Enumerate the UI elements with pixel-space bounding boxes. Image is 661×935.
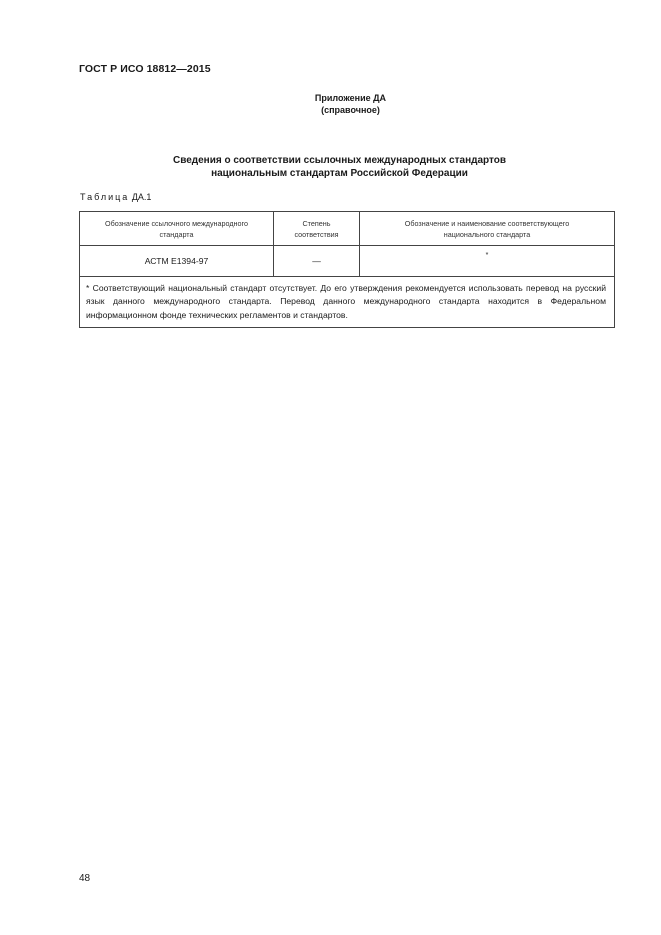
annex-title: Приложение ДА — [314, 93, 387, 103]
cell-national-standard: * — [360, 246, 615, 277]
document-id: ГОСТ Р ИСО 18812—2015 — [79, 63, 211, 75]
header-degree-of-correspondence: Степень соответствия — [274, 212, 360, 246]
table-footnote: * Соответствующий национальный стандарт отсутствует. До его утверждения рекомендуется использовать перевод на русский язык данного международного стандарта. Перевод данного международного стандарта находится в Федеральном информационном фонде технических регламентов и стандартов. — [80, 277, 615, 328]
table-caption-word: Таблица — [80, 192, 130, 202]
table-header-row — [80, 212, 615, 246]
annex-type: (справочное) — [321, 105, 380, 115]
table-footnote-row — [80, 277, 615, 328]
section-title-line-2: национальным стандартам Российской Федерации — [211, 168, 468, 179]
cell-reference-standard: АСТМ Е1394-97 — [80, 246, 274, 277]
cell-degree: — — [274, 246, 360, 277]
header-national-standard: Обозначение и наименование соответствующего национального стандарта — [360, 212, 615, 246]
page-number: 48 — [79, 873, 91, 884]
table-caption-number: ДА.1 — [131, 192, 152, 202]
table-row — [80, 246, 615, 277]
standards-correspondence-table — [79, 211, 615, 328]
section-title-line-1: Сведения о соответствии ссылочных международных стандартов — [172, 155, 507, 166]
table-caption — [80, 192, 151, 202]
header-reference-standard: Обозначение ссылочного международного стандарта — [80, 212, 274, 246]
